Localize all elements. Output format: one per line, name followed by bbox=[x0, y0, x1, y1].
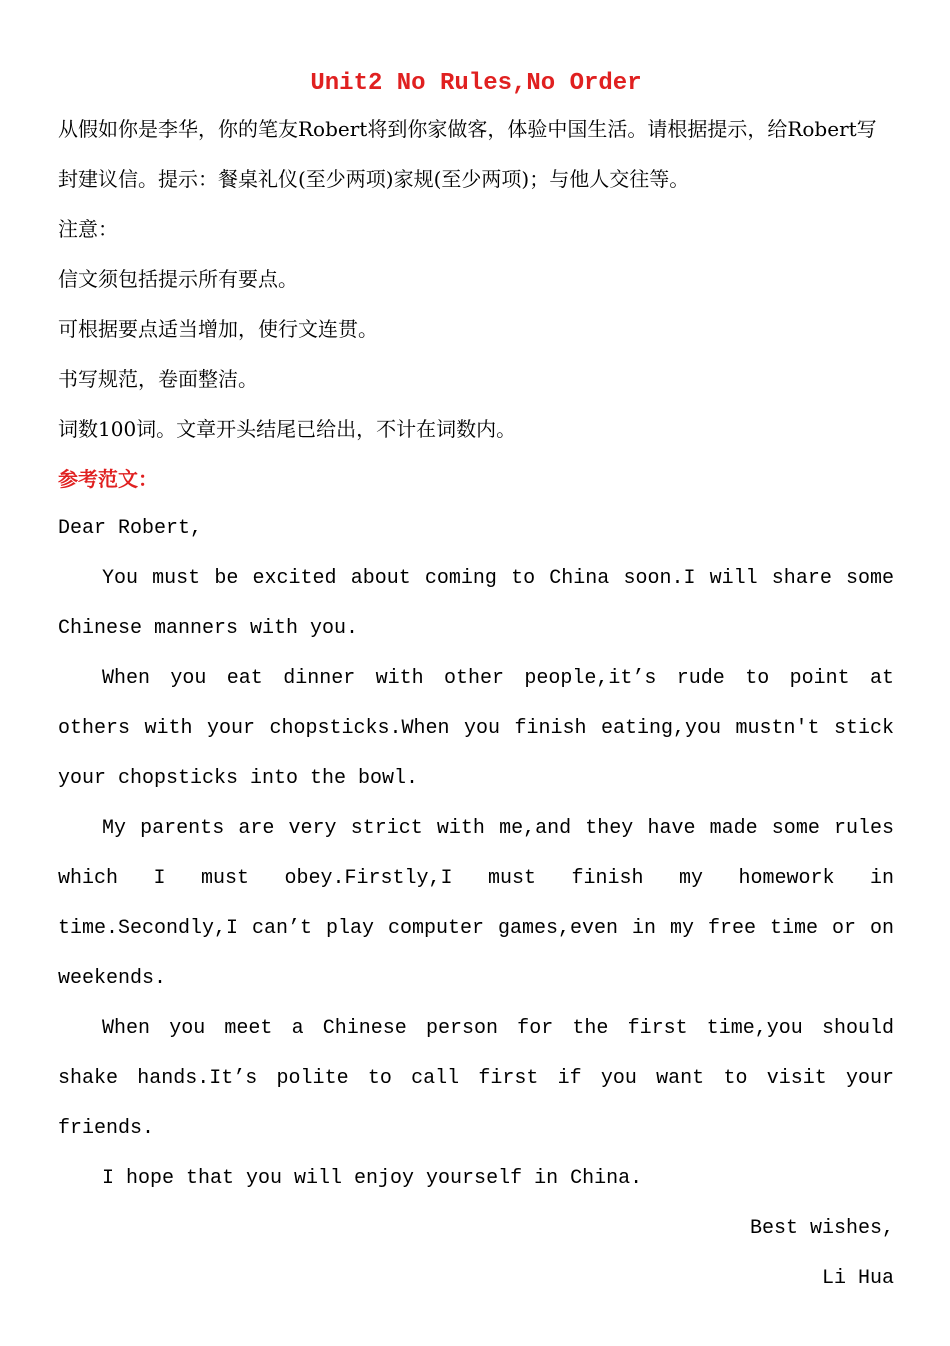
letter-greeting: Dear Robert, bbox=[58, 517, 203, 540]
letter-signature: Li Hua bbox=[821, 1267, 894, 1290]
sample-letter bbox=[58, 504, 894, 1304]
note-item: 可根据要点适当增加，使行文连贯。 bbox=[58, 317, 378, 341]
letter-paragraph: When you eat dinner with other people,it’s rude to point at others with your chopsticks.When you finish eating,you mustn't stick your chopsticks into the bowl. bbox=[58, 667, 894, 790]
note-item: 书写规范，卷面整洁。 bbox=[58, 367, 258, 391]
note-item: 词数100词。文章开头结尾已给出，不计在词数内。 bbox=[58, 417, 517, 441]
letter-paragraph: I hope that you will enjoy yourself in China. bbox=[102, 1167, 643, 1190]
document-title: Unit2 No Rules,No Order bbox=[310, 70, 642, 97]
prompt-intro: 从假如你是李华，你的笔友Robert将到你家做客，体验中国生活。请根据提示，给Robert写封建议信。提示：餐桌礼仪(至少两项)家规(至少两项)；与他人交往等。 bbox=[58, 117, 877, 191]
document-page bbox=[58, 64, 894, 1304]
sample-essay-label: 参考范文： bbox=[58, 467, 158, 491]
note-item: 信文须包括提示所有要点。 bbox=[58, 267, 298, 291]
writing-prompt bbox=[58, 104, 894, 454]
letter-paragraph: My parents are very strict with me,and they have made some rules which I must obey.Firstly,I must finish my homework in time.Secondly,I can’t play computer games,even in my free time or on weekends. bbox=[58, 817, 894, 990]
letter-paragraph: You must be excited about coming to China soon.I will share some Chinese manners with you. bbox=[58, 567, 894, 640]
letter-paragraph: When you meet a Chinese person for the first time,you should shake hands.It’s polite to call first if you want to visit your friends. bbox=[58, 1017, 894, 1140]
note-label: 注意： bbox=[58, 217, 118, 241]
letter-closing: Best wishes, bbox=[749, 1217, 894, 1240]
